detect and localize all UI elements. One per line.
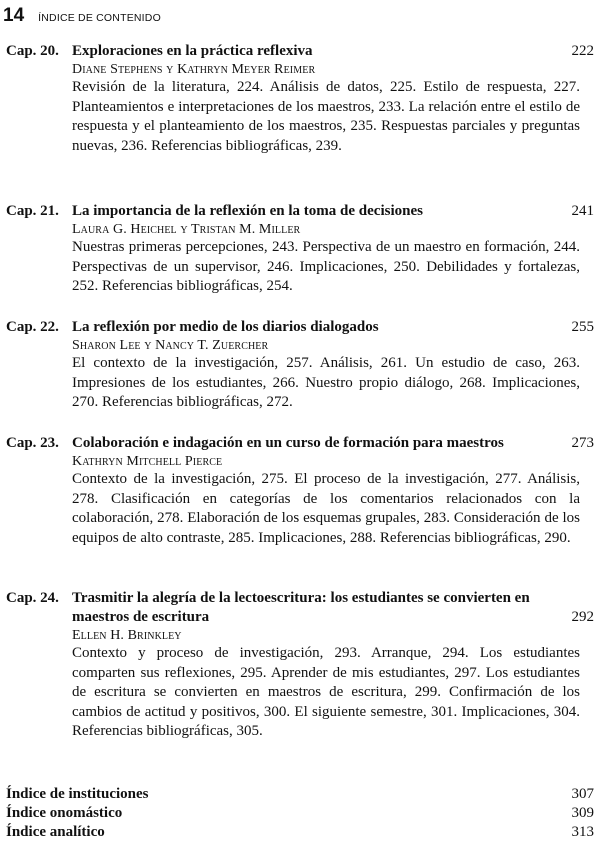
page-number: 14	[3, 5, 25, 26]
chapter-summary: Contexto y proceso de investigación, 293. Arranque, 294. Los estudiantes comparten sus reflexiones, 295. Aprender de mis estudiantes, 297. Los estudiantes de escritura se convierten en maestros de escritura, 299. Confirmación de los cambios de actitud y positivos, 300. El siguiente semestre, 301. Implicaciones, 304. Referencias bibliográficas, 305.	[72, 645, 580, 739]
chapter-title: La importancia de la reflexión en la toma de decisiones	[72, 203, 423, 219]
index-label: Índice de instituciones	[6, 786, 149, 802]
toc-entry-cap-20	[6, 42, 594, 156]
chapter-title: Exploraciones en la práctica reflexiva	[72, 43, 313, 59]
index-page: 307	[571, 786, 594, 802]
index-page: 309	[571, 805, 594, 821]
index-page: 313	[571, 824, 594, 840]
chapter-authors: Sharon Lee y Nancy T. Zuercher	[72, 338, 269, 353]
chapter-title: Colaboración e indagación en un curso de formación para maestros	[72, 435, 504, 451]
chapter-page: 222	[571, 43, 594, 59]
index-item	[6, 804, 594, 823]
toc-entry-cap-23	[6, 434, 594, 548]
index-item	[6, 785, 594, 804]
index-label: Índice onomástico	[6, 805, 123, 821]
chapter-page: 241	[571, 203, 594, 219]
chapter-summary: Nuestras primeras percepciones, 243. Perspectiva de un maestro en formación, 244. Perspectivas de un supervisor, 246. Implicaciones, 250. Debilidades y fortalezas, 252. Referencias bibliográficas, 254.	[72, 239, 580, 294]
chapter-number: Cap. 23.	[6, 435, 59, 451]
chapter-title: La reflexión por medio de los diarios dialogados	[72, 319, 379, 335]
chapter-page: 292	[571, 609, 594, 625]
index-list	[6, 785, 594, 842]
toc-entry-cap-22	[6, 318, 594, 413]
chapter-summary: Contexto de la investigación, 275. El proceso de la investigación, 277. Análisis, 278. Clasificación en categorías de los comentarios relacionados con la colaboración, 278. Elaboración de los esquemas grupales, 283. Consideración de los equipos de alto contraste, 285. Implicaciones, 288. Referencias bibliográficas, 290.	[72, 471, 580, 546]
chapter-page: 273	[571, 435, 594, 451]
section-label: ÍNDICE DE CONTENIDO	[38, 12, 161, 24]
chapter-authors: Laura G. Heichel y Tristan M. Miller	[72, 222, 301, 237]
chapter-number: Cap. 22.	[6, 319, 59, 335]
toc-entry-cap-24	[6, 589, 594, 742]
chapter-number: Cap. 21.	[6, 203, 59, 219]
chapter-summary: Revisión de la literatura, 224. Análisis de datos, 225. Estilo de respuesta, 227. Planteamientos e interpretaciones de los maestros, 233. La relación entre el estilo de respuesta y el planteamiento de los maestros, 235. Respuestas parciales y preguntas nuevas, 236. Referencias bibliográficas, 239.	[72, 79, 580, 154]
index-label: Índice analítico	[6, 824, 105, 840]
chapter-page: 255	[571, 319, 594, 335]
chapter-number: Cap. 20.	[6, 43, 59, 59]
chapter-number: Cap. 24.	[6, 590, 59, 606]
toc-entry-cap-21	[6, 202, 594, 297]
chapter-authors: Diane Stephens y Kathryn Meyer Reimer	[72, 62, 316, 77]
running-head	[3, 5, 161, 27]
chapter-authors: Ellen H. Brinkley	[72, 628, 182, 643]
index-item	[6, 823, 594, 842]
chapter-summary: El contexto de la investigación, 257. Análisis, 261. Un estudio de caso, 263. Impresiones de los estudiantes, 266. Nuestro propio diálogo, 268. Implicaciones, 270. Referencias bibliográficas, 272.	[72, 355, 580, 410]
chapter-title: Trasmitir la alegría de la lectoescritura: los estudiantes se convierten en maestros de escritura	[72, 590, 530, 625]
chapter-authors: Kathryn Mitchell Pierce	[72, 454, 223, 469]
